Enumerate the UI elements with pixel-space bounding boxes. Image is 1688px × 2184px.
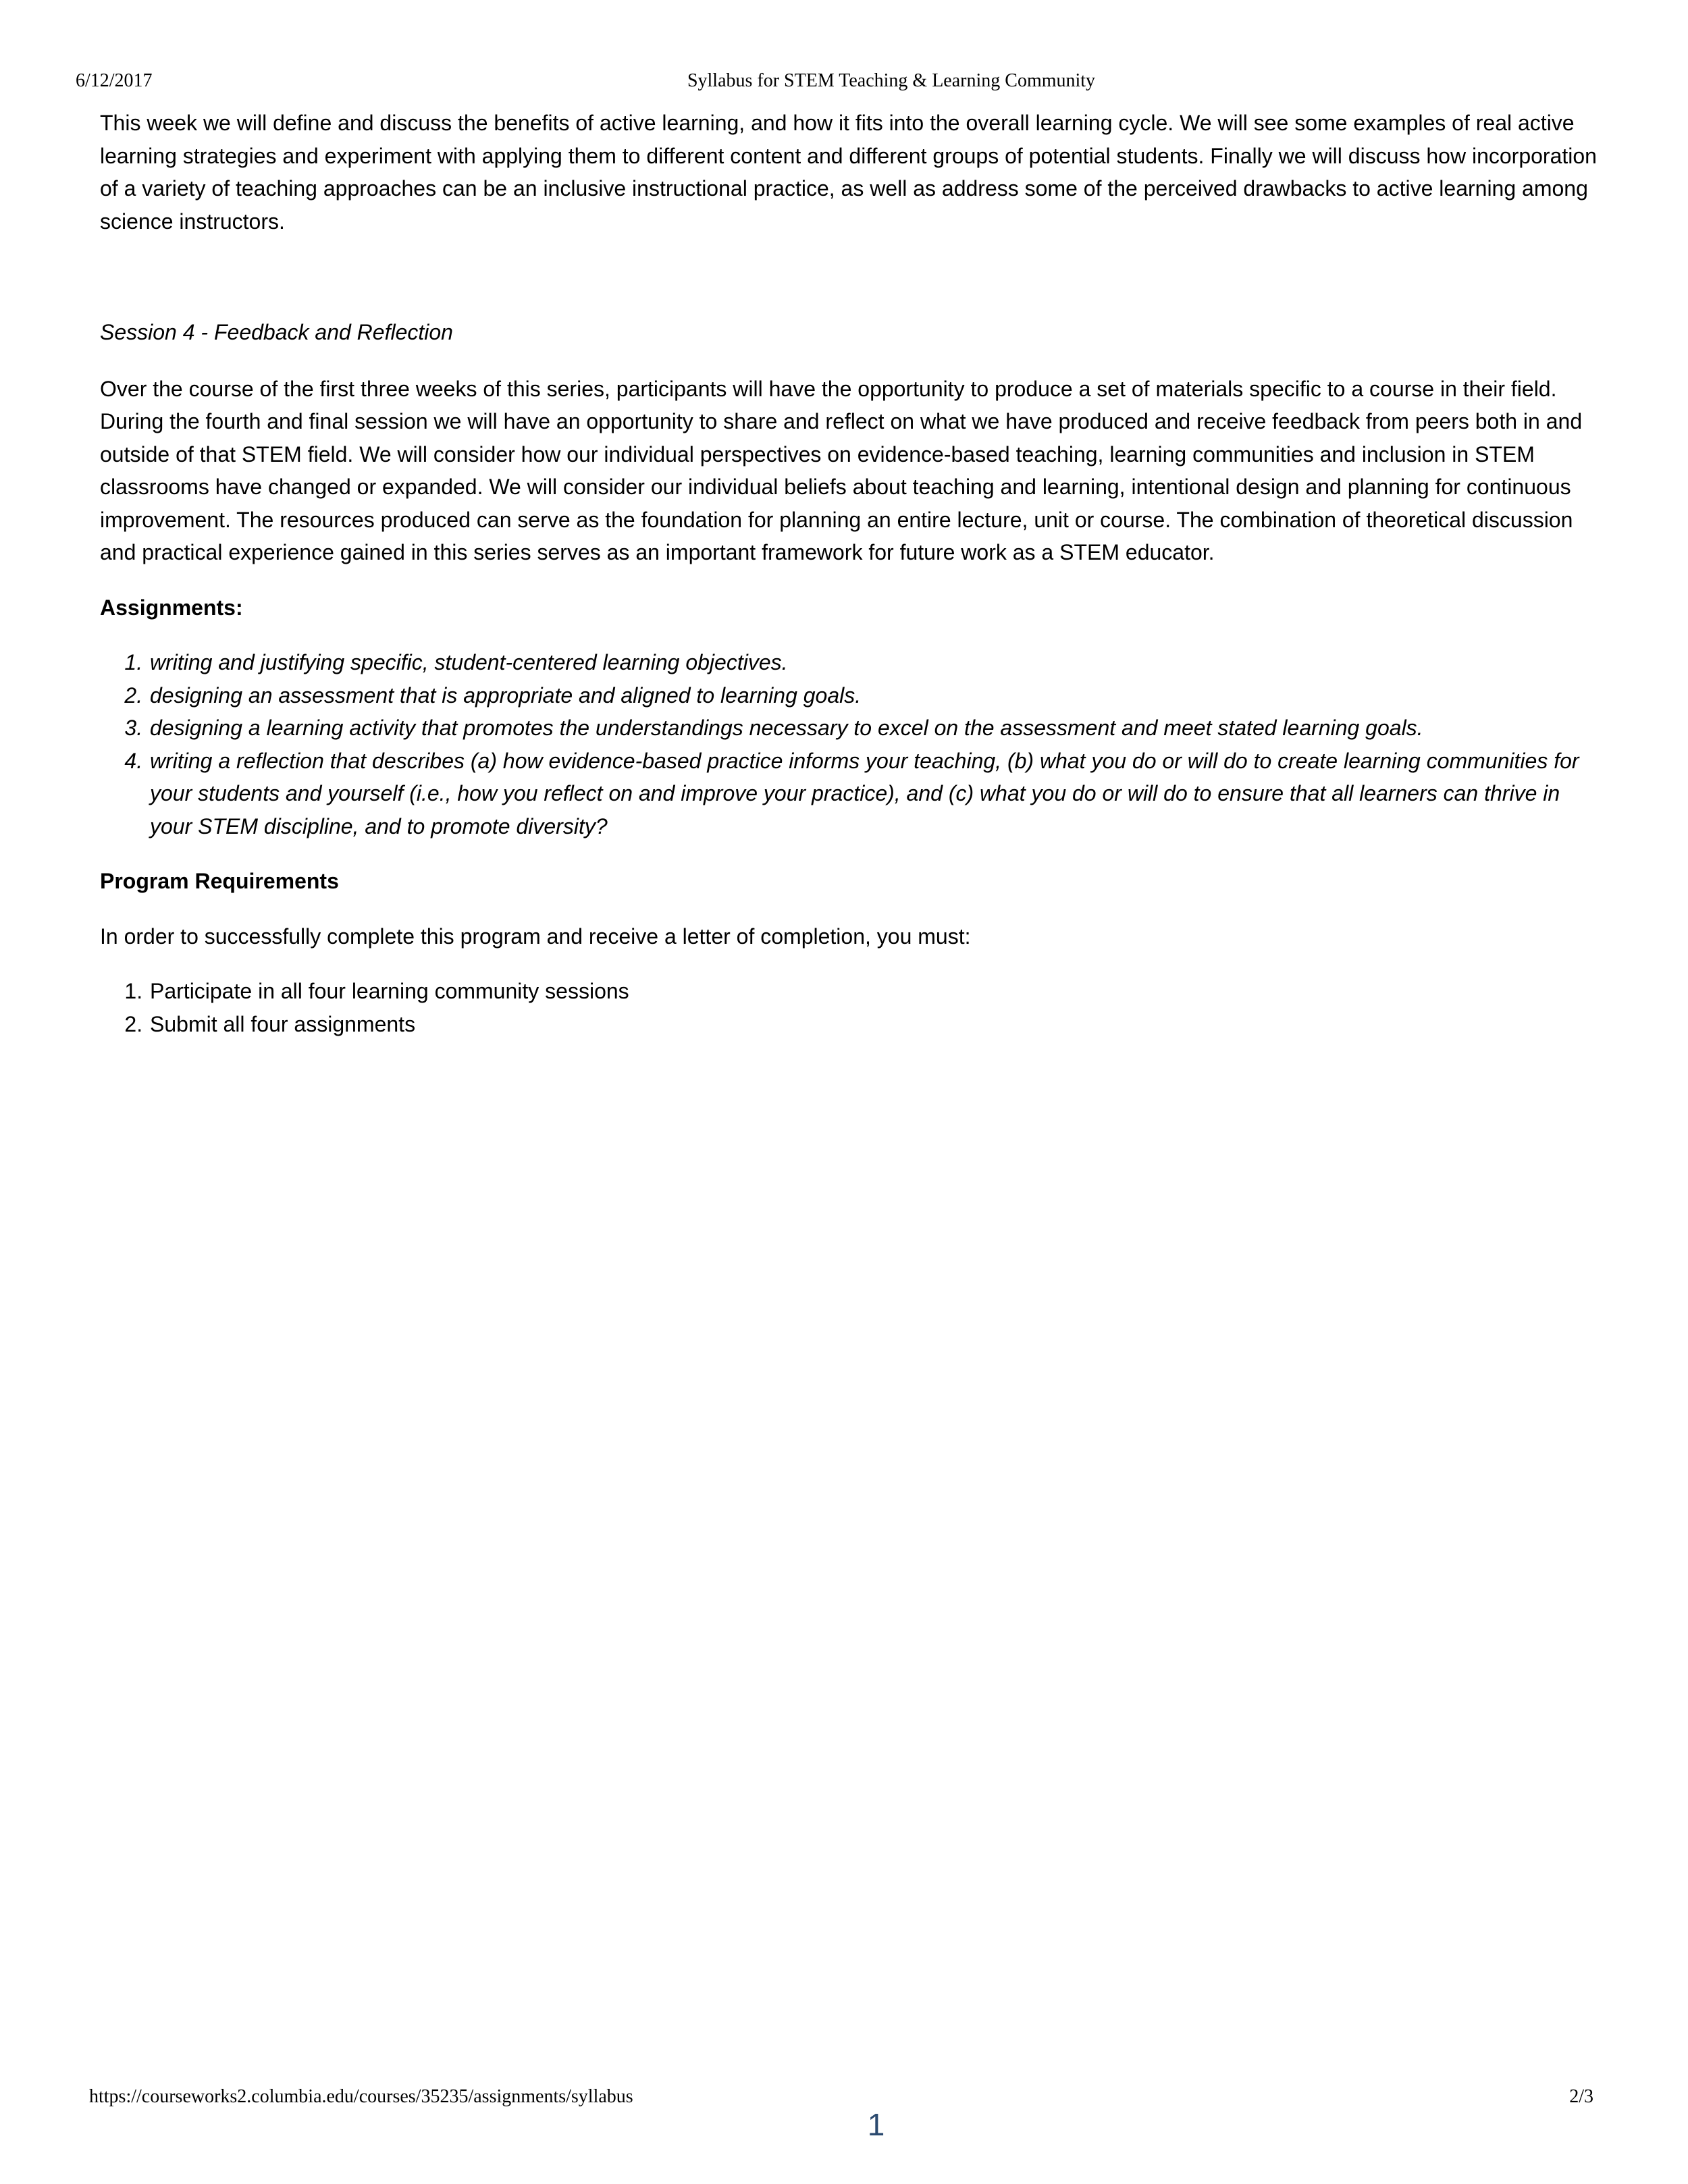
session-4-title: Session 4 - Feedback and Reflection xyxy=(100,320,453,344)
print-date: 6/12/2017 xyxy=(76,70,153,91)
requirements-heading: Program Requirements xyxy=(100,869,339,893)
session-4-body: Over the course of the first three weeks of this series, participants will have the opportunity to produce a set of materials specific to a course in their field. During the fourth and final session we will have an opportunity to share and reflect on what we have produced and receive feedback from peers both in and outside of that STEM field. We will consider how our individual perspectives on evidence-based teaching, learning communities and inclusion in STEM classrooms have changed or expanded. We will consider our individual beliefs about teaching and learning, intentional design and planning for continuous improvement. The resources produced can serve as the foundation for planning an entire lecture, unit or course. The combination of theoretical discussion and practical experience gained in this series serves as an important framework for future work as a STEM educator. xyxy=(100,376,1583,564)
intro-paragraph: This week we will define and discuss the benefits of active learning, and how it fits into the overall learning cycle. We will see some examples of real active learning strategies and experiment with applying them to different content and different groups of potential students. Finally we will discuss how incorporation of a variety of teaching approaches can be an inclusive instructional practice, as well as address some of the perceived drawbacks to active learning among science instructors. xyxy=(100,111,1597,234)
assignments-list xyxy=(100,646,1599,843)
footer-page-count: 2/3 xyxy=(1569,2086,1593,2107)
requirement-item: 1. Participate in all four learning community sessions xyxy=(149,975,1599,1008)
syllabus-content xyxy=(100,107,1599,1063)
page-number: 1 xyxy=(867,2107,885,2142)
assignment-item: 2. designing an assessment that is appropriate and aligned to learning goals. xyxy=(149,679,1599,712)
requirement-item: 2. Submit all four assignments xyxy=(149,1008,1599,1041)
footer-url[interactable]: https://courseworks2.columbia.edu/courses/35235/assignments/syllabus xyxy=(89,2086,633,2107)
page-title: Syllabus for STEM Teaching & Learning Community xyxy=(687,70,1096,91)
requirements-list xyxy=(100,975,1599,1040)
assignment-item: 3. designing a learning activity that promotes the understandings necessary to excel on the assessment and meet stated learning goals. xyxy=(149,712,1599,745)
requirements-intro: In order to successfully complete this program and receive a letter of completion, you must: xyxy=(100,924,971,949)
assignments-heading: Assignments: xyxy=(100,595,243,620)
assignment-item: 1. writing and justifying specific, student-centered learning objectives. xyxy=(149,646,1599,679)
assignment-item: 4. writing a reflection that describes (a) how evidence-based practice informs your teaching, (b) what you do or will do to create learning communities for your students and yourself (i.e., how you reflect on and improve your practice), and (c) what you do or will do to ensure that all learners can thrive in your STEM discipline, and to promote diversity? xyxy=(149,745,1599,843)
